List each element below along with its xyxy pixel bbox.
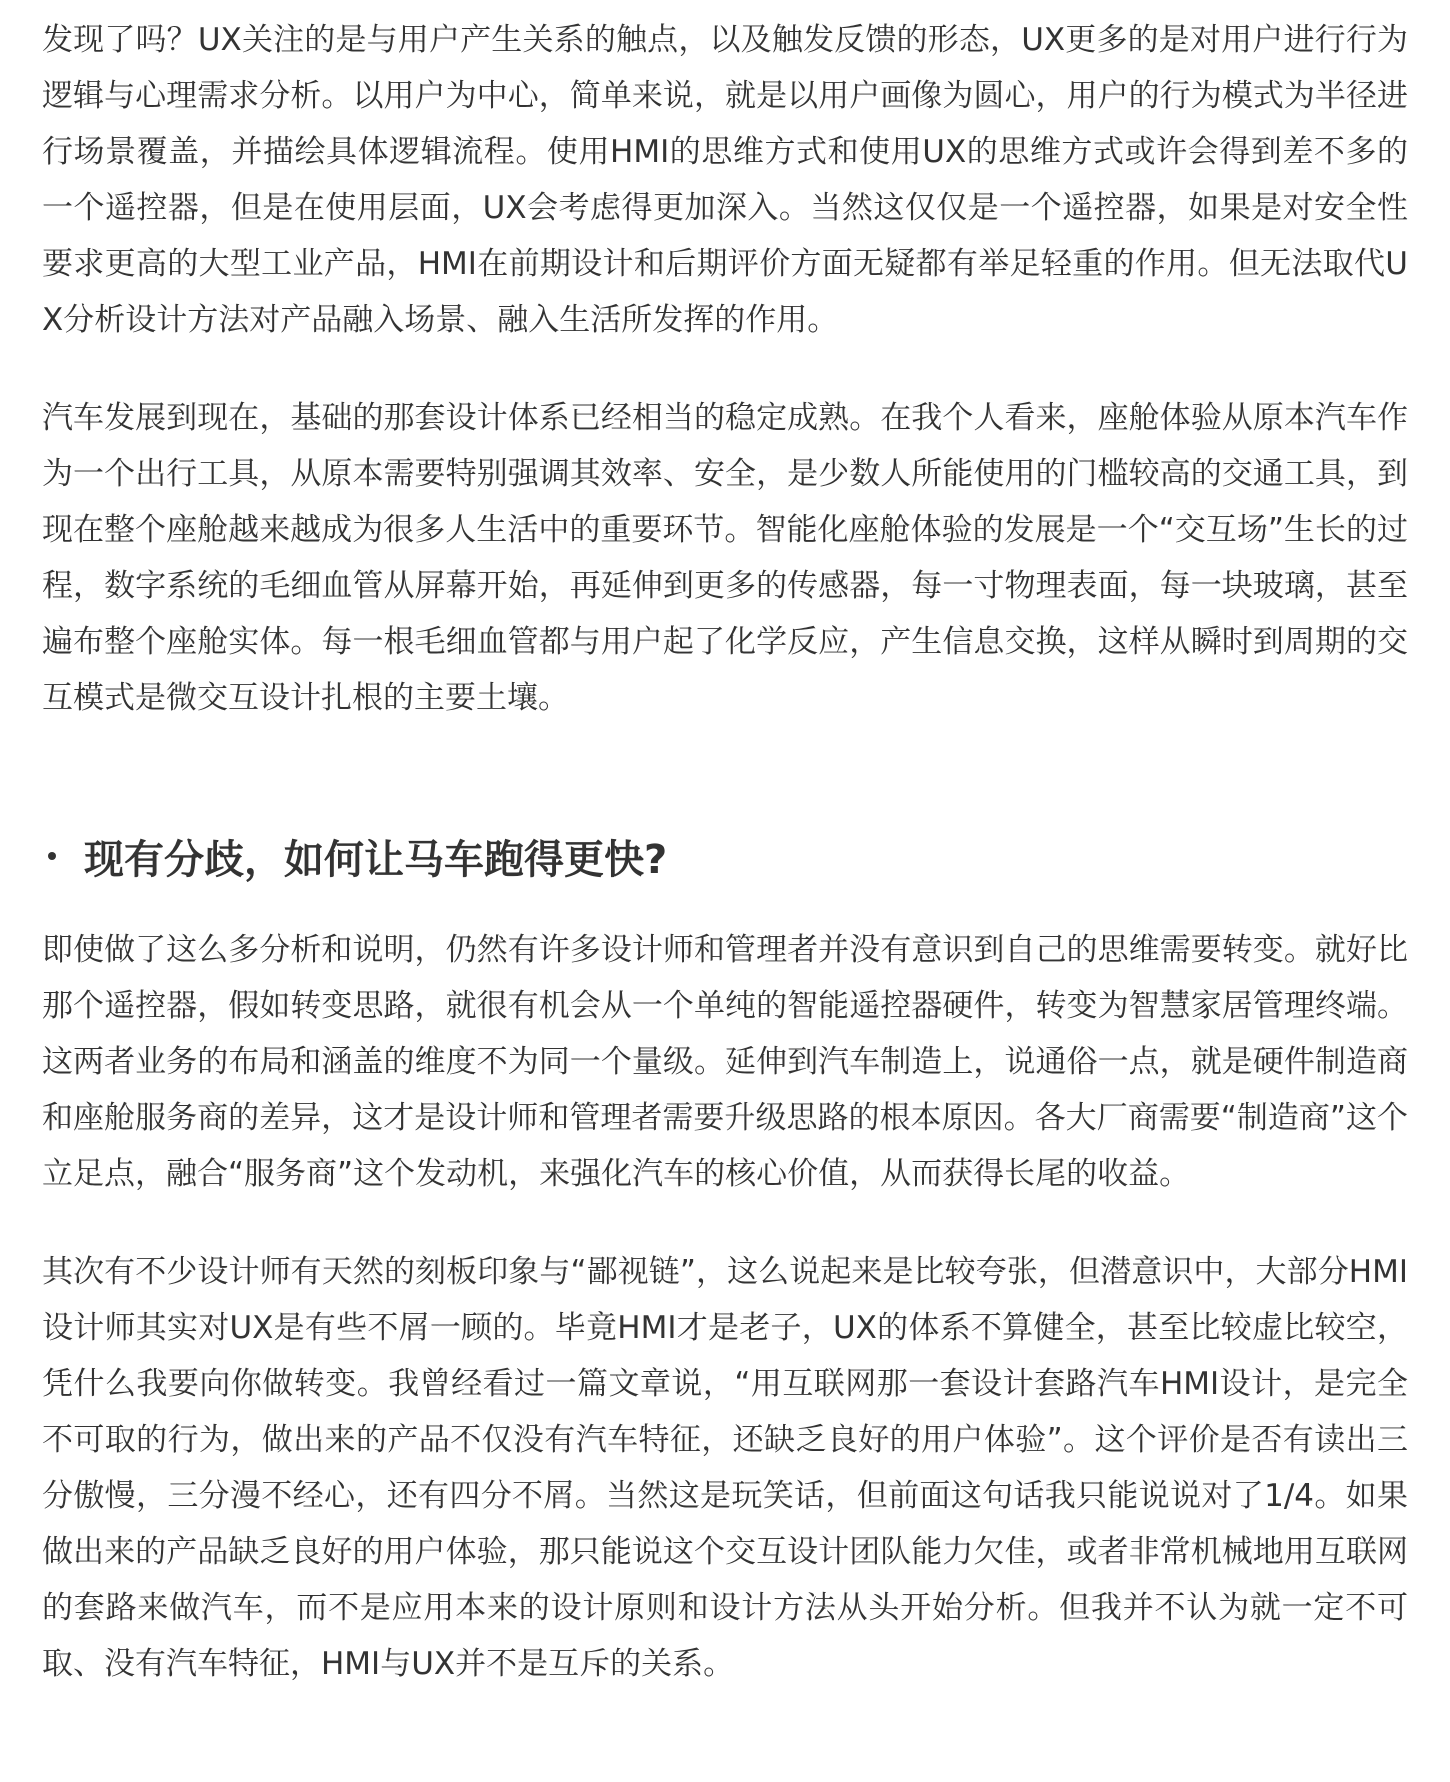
paragraph-mindset-shift: 即使做了这么多分析和说明，仍然有许多设计师和管理者并没有意识到自己的思维需要转变。就好比那个遥控器，假如转变思路，就很有机会从一个单纯的智能遥控器硬件，转变为智慧家居管理终端。这两者业务的布局和涵盖的维度不为同一个量级。延伸到汽车制造上，说通俗一点，就是硬件制造商和座舱服务商的差异，这才是设计师和管理者需要升级思路的根本原因。各大厂商需要“制造商”这个立足点，融合“服务商”这个发动机，来强化汽车的核心价值，从而获得长尾的收益。	[42, 932, 1408, 1192]
article-body	[42, 12, 1408, 1692]
paragraph-ux-vs-hmi: 发现了吗？UX关注的是与用户产生关系的触点，以及触发反馈的形态，UX更多的是对用户进行行为逻辑与心理需求分析。以用户为中心，简单来说，就是以用户画像为圆心，用户的行为模式为半径进行场景覆盖，并描绘具体逻辑流程。使用HMI的思维方式和使用UX的思维方式或许会得到差不多的一个遥控器，但是在使用层面，UX会考虑得更加深入。当然这仅仅是一个遥控器，如果是对安全性要求更高的大型工业产品，HMI在前期设计和后期评价方面无疑都有举足轻重的作用。但无法取代UX分析设计方法对产品融入场景、融入生活所发挥的作用。	[42, 22, 1408, 338]
section-heading	[42, 826, 1408, 886]
bullet-dot-icon	[48, 852, 56, 860]
paragraph-cockpit-evolution: 汽车发展到现在，基础的那套设计体系已经相当的稳定成熟。在我个人看来，座舱体验从原本汽车作为一个出行工具，从原本需要特别强调其效率、安全，是少数人所能使用的门槛较高的交通工具，到现在整个座舱越来越成为很多人生活中的重要环节。智能化座舱体验的发展是一个“交互场”生长的过程，数字系统的毛细血管从屏幕开始，再延伸到更多的传感器，每一寸物理表面，每一块玻璃，甚至遍布整个座舱实体。每一根毛细血管都与用户起了化学反应，产生信息交换，这样从瞬时到周期的交互模式是微交互设计扎根的主要土壤。	[42, 400, 1408, 716]
section-heading-text: 现有分歧，如何让马车跑得更快?	[84, 836, 668, 883]
paragraph-designer-bias: 其次有不少设计师有天然的刻板印象与“鄙视链”，这么说起来是比较夸张，但潜意识中，大部分HMI设计师其实对UX是有些不屑一顾的。毕竟HMI才是老子，UX的体系不算健全，甚至比较虚比较空，凭什么我要向你做转变。我曾经看过一篇文章说，“用互联网那一套设计套路汽车HMI设计，是完全不可取的行为，做出来的产品不仅没有汽车特征，还缺乏良好的用户体验”。这个评价是否有读出三分傲慢，三分漫不经心，还有四分不屑。当然这是玩笑话，但前面这句话我只能说说对了1/4。如果做出来的产品缺乏良好的用户体验，那只能说这个交互设计团队能力欠佳，或者非常机械地用互联网的套路来做汽车，而不是应用本来的设计原则和设计方法从头开始分析。但我并不认为就一定不可取、没有汽车特征，HMI与UX并不是互斥的关系。	[42, 1254, 1408, 1682]
